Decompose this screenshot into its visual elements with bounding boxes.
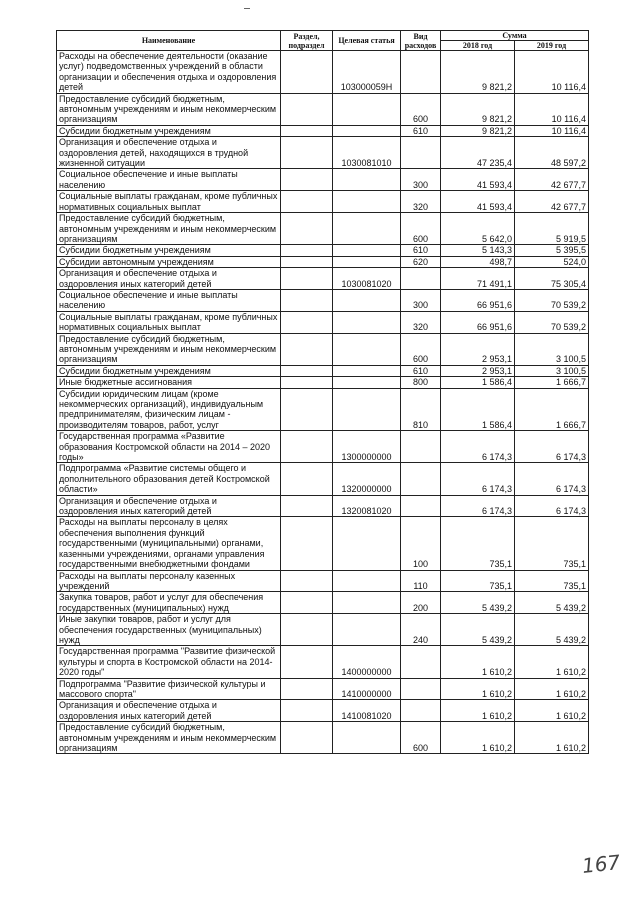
row-name-cell: Субсидии автономным учреждениям: [57, 256, 281, 267]
row-2018-cell: 1 610,2: [441, 700, 515, 722]
row-target-cell: [333, 169, 401, 191]
row-2019-cell: 5 919,5: [515, 213, 589, 245]
row-2018-cell: 1 610,2: [441, 722, 515, 754]
table-row: [57, 431, 589, 463]
row-target-cell: [333, 245, 401, 256]
header-2018: 2018 год: [441, 41, 515, 51]
table-row: [57, 213, 589, 245]
row-2018-cell: 735,1: [441, 517, 515, 570]
row-target-cell: [333, 614, 401, 646]
row-section-cell: [281, 592, 333, 614]
row-target-cell: [333, 213, 401, 245]
row-target-cell: 1400000000: [333, 646, 401, 678]
row-2018-cell: 6 174,3: [441, 431, 515, 463]
row-section-cell: [281, 169, 333, 191]
row-section-cell: [281, 191, 333, 213]
table-row: [57, 256, 589, 267]
row-2019-cell: 1 610,2: [515, 700, 589, 722]
table-row: [57, 311, 589, 333]
row-type-cell: [401, 51, 441, 94]
row-target-cell: 1320000000: [333, 463, 401, 495]
row-2018-cell: 5 642,0: [441, 213, 515, 245]
row-2018-cell: 47 235,4: [441, 137, 515, 169]
row-target-cell: [333, 125, 401, 136]
header-target: Целевая статья: [333, 31, 401, 51]
row-type-cell: 610: [401, 245, 441, 256]
row-target-cell: 1300000000: [333, 431, 401, 463]
table-row: [57, 268, 589, 290]
row-target-cell: [333, 570, 401, 592]
row-2018-cell: 2 953,1: [441, 365, 515, 376]
row-2018-cell: 9 821,2: [441, 93, 515, 125]
budget-table: [56, 30, 589, 754]
row-2018-cell: 735,1: [441, 570, 515, 592]
row-type-cell: 300: [401, 169, 441, 191]
row-2019-cell: 75 305,4: [515, 268, 589, 290]
row-type-cell: [401, 431, 441, 463]
row-2018-cell: 498,7: [441, 256, 515, 267]
row-2019-cell: 5 439,2: [515, 614, 589, 646]
row-2018-cell: 9 821,2: [441, 125, 515, 136]
row-section-cell: [281, 333, 333, 365]
row-2018-cell: 6 174,3: [441, 463, 515, 495]
row-name-cell: Расходы на выплаты персоналу казенных учреждений: [57, 570, 281, 592]
row-type-cell: 810: [401, 388, 441, 431]
row-name-cell: Организация и обеспечение отдыха и оздоровления иных категорий детей: [57, 700, 281, 722]
table-row: [57, 614, 589, 646]
row-2019-cell: 3 100,5: [515, 333, 589, 365]
row-type-cell: [401, 137, 441, 169]
row-name-cell: Социальное обеспечение и иные выплаты населению: [57, 169, 281, 191]
row-2018-cell: 5 439,2: [441, 614, 515, 646]
row-section-cell: [281, 51, 333, 94]
row-2019-cell: 735,1: [515, 570, 589, 592]
row-name-cell: Субсидии бюджетным учреждениям: [57, 365, 281, 376]
row-type-cell: 620: [401, 256, 441, 267]
row-name-cell: Расходы на обеспечение деятельности (оказание услуг) подведомственных учреждений в области организации и обеспечения отдыха и оздоровления детей: [57, 51, 281, 94]
table-row: [57, 51, 589, 94]
row-2019-cell: 1 610,2: [515, 722, 589, 754]
row-type-cell: 320: [401, 311, 441, 333]
table-row: [57, 365, 589, 376]
row-type-cell: 610: [401, 365, 441, 376]
row-2019-cell: 6 174,3: [515, 495, 589, 517]
row-2018-cell: 66 951,6: [441, 311, 515, 333]
row-section-cell: [281, 289, 333, 311]
row-target-cell: 1030081010: [333, 137, 401, 169]
table-row: [57, 333, 589, 365]
row-2018-cell: 71 491,1: [441, 268, 515, 290]
row-target-cell: [333, 592, 401, 614]
row-section-cell: [281, 678, 333, 700]
page-number: 167: [580, 850, 622, 878]
row-section-cell: [281, 245, 333, 256]
row-2018-cell: 41 593,4: [441, 169, 515, 191]
row-type-cell: 600: [401, 722, 441, 754]
row-section-cell: [281, 614, 333, 646]
row-name-cell: Иные бюджетные ассигнования: [57, 377, 281, 388]
row-name-cell: Организация и обеспечение отдыха и оздоровления иных категорий детей: [57, 495, 281, 517]
row-target-cell: [333, 333, 401, 365]
row-name-cell: Расходы на выплаты персоналу в целях обеспечения выполнения функций государственными (муниципальными) органами, казенными учреждениями, органами управления государственными внебюджетными фондами: [57, 517, 281, 570]
row-name-cell: Государственная программа "Развитие физической культуры и спорта в Костромской области на 2014-2020 годы": [57, 646, 281, 678]
row-2019-cell: 6 174,3: [515, 463, 589, 495]
row-2019-cell: 5 395,5: [515, 245, 589, 256]
row-type-cell: 600: [401, 213, 441, 245]
row-name-cell: Подпрограмма «Развитие системы общего и дополнительного образования детей Костромской области»: [57, 463, 281, 495]
row-target-cell: 103000059Н: [333, 51, 401, 94]
row-name-cell: Субсидии бюджетным учреждениям: [57, 125, 281, 136]
row-2018-cell: 5 143,3: [441, 245, 515, 256]
row-name-cell: Предоставление субсидий бюджетным, автономным учреждениям и иным некоммерческим организациям: [57, 93, 281, 125]
row-2019-cell: 6 174,3: [515, 431, 589, 463]
row-2018-cell: 1 586,4: [441, 388, 515, 431]
row-2019-cell: 1 666,7: [515, 388, 589, 431]
header-type: Вид расходов: [401, 31, 441, 51]
row-name-cell: Предоставление субсидий бюджетным, автономным учреждениям и иным некоммерческим организациям: [57, 722, 281, 754]
table-row: [57, 678, 589, 700]
table-row: [57, 93, 589, 125]
header-section: Раздел, подраздел: [281, 31, 333, 51]
table-row: [57, 137, 589, 169]
row-2018-cell: 6 174,3: [441, 495, 515, 517]
row-2019-cell: 42 677,7: [515, 169, 589, 191]
row-name-cell: Государственная программа «Развитие образования Костромской области на 2014 – 2020 годы»: [57, 431, 281, 463]
table-row: [57, 191, 589, 213]
row-target-cell: 1410081020: [333, 700, 401, 722]
table-row: [57, 169, 589, 191]
row-2019-cell: 1 610,2: [515, 678, 589, 700]
row-2018-cell: 1 586,4: [441, 377, 515, 388]
row-name-cell: Субсидии юридическим лицам (кроме некоммерческих организаций), индивидуальным предпринимателям, физическим лицам - производителям товаров, работ, услуг: [57, 388, 281, 431]
row-name-cell: Организация и обеспечение отдыха и оздоровления иных категорий детей: [57, 268, 281, 290]
row-type-cell: 600: [401, 93, 441, 125]
row-section-cell: [281, 311, 333, 333]
table-row: [57, 570, 589, 592]
row-section-cell: [281, 570, 333, 592]
row-type-cell: [401, 495, 441, 517]
row-2019-cell: 42 677,7: [515, 191, 589, 213]
row-target-cell: [333, 93, 401, 125]
row-section-cell: [281, 722, 333, 754]
row-2019-cell: 5 439,2: [515, 592, 589, 614]
header-2019: 2019 год: [515, 41, 589, 51]
row-2018-cell: 2 953,1: [441, 333, 515, 365]
row-name-cell: Субсидии бюджетным учреждениям: [57, 245, 281, 256]
row-target-cell: [333, 517, 401, 570]
row-name-cell: Социальные выплаты гражданам, кроме публичных нормативных социальных выплат: [57, 191, 281, 213]
row-type-cell: 800: [401, 377, 441, 388]
row-section-cell: [281, 137, 333, 169]
row-target-cell: [333, 191, 401, 213]
row-2018-cell: 66 951,6: [441, 289, 515, 311]
row-section-cell: [281, 125, 333, 136]
row-name-cell: Социальное обеспечение и иные выплаты населению: [57, 289, 281, 311]
row-type-cell: 600: [401, 333, 441, 365]
table-header: [57, 31, 589, 51]
row-section-cell: [281, 700, 333, 722]
row-type-cell: [401, 700, 441, 722]
row-target-cell: [333, 377, 401, 388]
row-section-cell: [281, 388, 333, 431]
row-type-cell: [401, 268, 441, 290]
row-type-cell: 320: [401, 191, 441, 213]
row-type-cell: 100: [401, 517, 441, 570]
row-target-cell: [333, 388, 401, 431]
row-section-cell: [281, 377, 333, 388]
row-2018-cell: 9 821,2: [441, 51, 515, 94]
row-2019-cell: 1 666,7: [515, 377, 589, 388]
row-name-cell: Организация и обеспечение отдыха и оздоровления детей, находящихся в трудной жизненной ситуации: [57, 137, 281, 169]
row-2019-cell: 3 100,5: [515, 365, 589, 376]
row-section-cell: [281, 256, 333, 267]
row-name-cell: Иные закупки товаров, работ и услуг для обеспечения государственных (муниципальных) нужд: [57, 614, 281, 646]
row-name-cell: Социальные выплаты гражданам, кроме публичных нормативных социальных выплат: [57, 311, 281, 333]
table-row: [57, 592, 589, 614]
row-target-cell: 1410000000: [333, 678, 401, 700]
row-name-cell: Подпрограмма "Развитие физической культуры и массового спорта": [57, 678, 281, 700]
scan-mark: [244, 8, 250, 9]
table-row: [57, 377, 589, 388]
row-section-cell: [281, 268, 333, 290]
table-row: [57, 646, 589, 678]
row-name-cell: Предоставление субсидий бюджетным, автономным учреждениям и иным некоммерческим организациям: [57, 213, 281, 245]
row-2019-cell: 10 116,4: [515, 93, 589, 125]
row-section-cell: [281, 495, 333, 517]
row-type-cell: 240: [401, 614, 441, 646]
header-sum: Сумма: [441, 31, 589, 41]
row-2019-cell: 70 539,2: [515, 289, 589, 311]
row-2018-cell: 1 610,2: [441, 646, 515, 678]
table-row: [57, 722, 589, 754]
row-type-cell: 200: [401, 592, 441, 614]
row-2019-cell: 70 539,2: [515, 311, 589, 333]
row-target-cell: [333, 289, 401, 311]
row-type-cell: [401, 463, 441, 495]
row-section-cell: [281, 431, 333, 463]
row-target-cell: 1030081020: [333, 268, 401, 290]
table-row: [57, 125, 589, 136]
row-target-cell: [333, 722, 401, 754]
row-name-cell: Закупка товаров, работ и услуг для обеспечения государственных (муниципальных) нужд: [57, 592, 281, 614]
row-2019-cell: 524,0: [515, 256, 589, 267]
row-type-cell: 610: [401, 125, 441, 136]
row-2019-cell: 10 116,4: [515, 51, 589, 94]
table-row: [57, 700, 589, 722]
row-section-cell: [281, 213, 333, 245]
table-row: [57, 517, 589, 570]
row-target-cell: 1320081020: [333, 495, 401, 517]
table-body: [57, 51, 589, 754]
row-section-cell: [281, 646, 333, 678]
row-section-cell: [281, 365, 333, 376]
row-2019-cell: 1 610,2: [515, 646, 589, 678]
row-target-cell: [333, 311, 401, 333]
header-name: Наименование: [57, 31, 281, 51]
row-type-cell: [401, 646, 441, 678]
row-type-cell: 300: [401, 289, 441, 311]
row-section-cell: [281, 517, 333, 570]
row-section-cell: [281, 463, 333, 495]
row-name-cell: Предоставление субсидий бюджетным, автономным учреждениям и иным некоммерческим организациям: [57, 333, 281, 365]
row-section-cell: [281, 93, 333, 125]
table-row: [57, 388, 589, 431]
row-type-cell: 110: [401, 570, 441, 592]
row-target-cell: [333, 256, 401, 267]
table-row: [57, 463, 589, 495]
row-type-cell: [401, 678, 441, 700]
row-2018-cell: 5 439,2: [441, 592, 515, 614]
row-2019-cell: 10 116,4: [515, 125, 589, 136]
table-row: [57, 245, 589, 256]
row-target-cell: [333, 365, 401, 376]
row-2018-cell: 1 610,2: [441, 678, 515, 700]
row-2019-cell: 735,1: [515, 517, 589, 570]
row-2018-cell: 41 593,4: [441, 191, 515, 213]
table-row: [57, 289, 589, 311]
table-row: [57, 495, 589, 517]
row-2019-cell: 48 597,2: [515, 137, 589, 169]
